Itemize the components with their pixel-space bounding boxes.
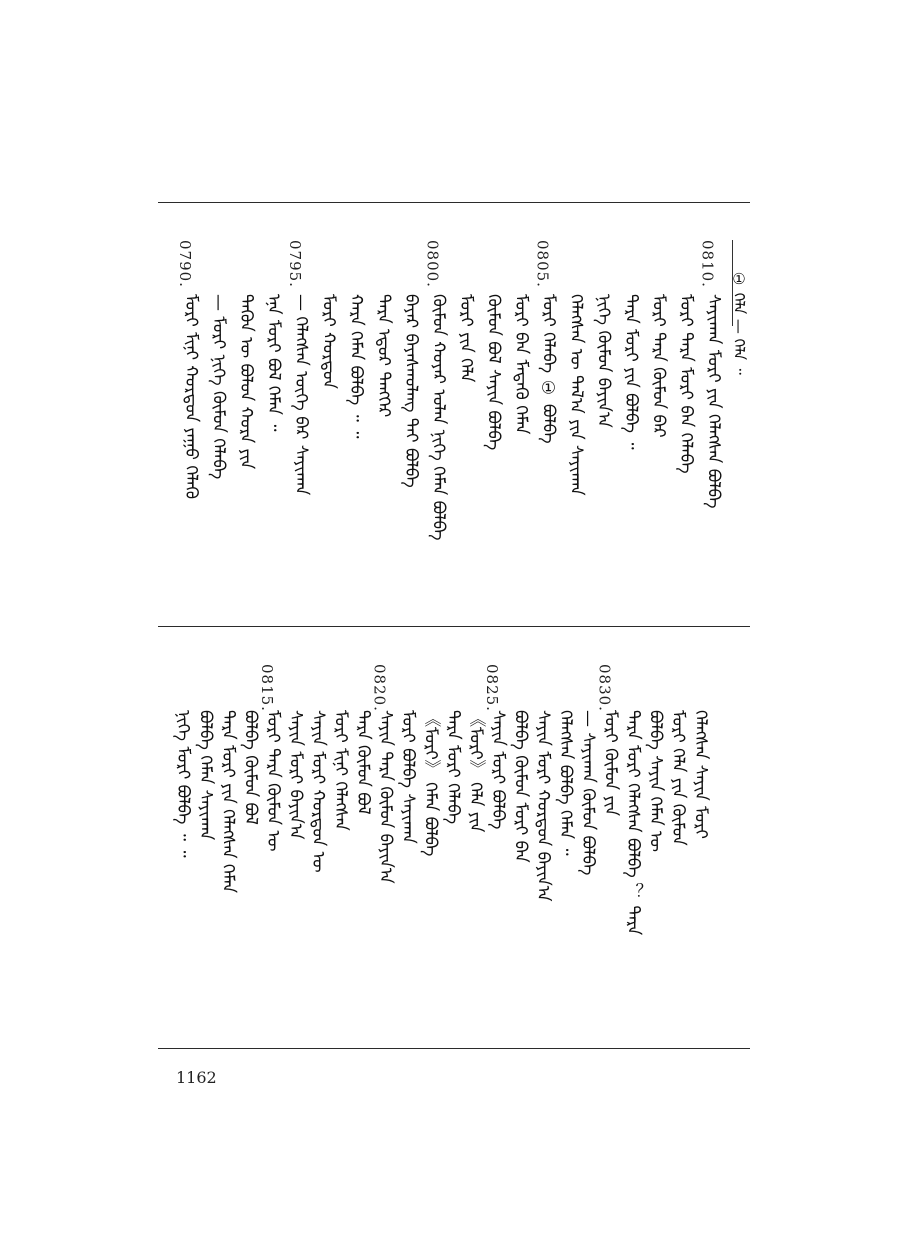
verse-line: ᠮᠣᠷᠢ ᠬᠡᠯᠡ ᠶᠢᠨ ᠬᠦᠮᠦᠨ [668, 710, 688, 846]
verse-line: ᠮᠣᠷᠢ ᠪᠣᠯᠪᠠ ᠰᠠᠶᠢᠬᠠᠨ [398, 710, 418, 844]
verse-column [671, 206, 697, 622]
verse-line: 《ᠮᠣᠷᠢ》 ᠬᠡᠯᠡ ᠶᠢᠨ [465, 710, 486, 833]
line-number: 0800. [423, 240, 442, 288]
verse-column [314, 206, 340, 622]
verse-line: ᠰᠠᠶᠢᠨ ᠲᠡᠷᠡ ᠬᠦᠮᠦᠨ ᠪᠠᠶᠢᠨ᠎ᠠ [375, 710, 396, 884]
line-number: 0805. [533, 240, 552, 288]
line-number: 0825. [483, 664, 501, 712]
verse-line: ᠮᠣᠷᠢ ᠬᠡᠯᠡᠪᠡ ① ᠪᠣᠯᠪᠠ [538, 294, 559, 444]
verse-line: ᠪᠣᠯᠪᠠ ᠬᠦᠮᠦᠨ ᠮᠣᠷᠢ ᠪᠠᠨ [510, 710, 531, 863]
verse-line: ᠡᠨᠡ ᠮᠣᠷᠢ ᠪᠣᠯ ᠬᠡᠮᠡᠨ ᠃ [263, 294, 284, 432]
verse-line: ᠲᠡᠷᠡ ᠮᠣᠷᠢ ᠬᠡᠯᠡᠪᠡ [443, 710, 463, 825]
verse-line: ᠮᠣᠷᠢ ᠲᠡᠷᠡ ᠮᠣᠷᠢ ᠪᠠᠨ ᠬᠡᠯᠡᠪᠡ [676, 294, 696, 474]
verse-column [176, 206, 202, 622]
verse-line: ᠲᠡᠷᠡ ᠮᠣᠷᠢ ᠶᠢᠨ ᠬᠡᠯᠡᠭᠰᠡᠨ ᠬᠡᠮᠡᠨ [218, 710, 238, 893]
verse-line: ᠮᠣᠷᠢ ᠪᠠᠨ ᠮᠡᠳᠡᠬᠦ ᠬᠡᠮᠡᠨ [511, 294, 531, 435]
verse-column [424, 206, 450, 622]
verse-line: ᠲᠡᠷᠡ ᠮᠣᠷᠢ ᠬᠡᠯᠡᠭᠰᠡᠨ ᠪᠣᠯᠪᠠ ？ ᠲᠡᠷᠡ [623, 710, 643, 936]
verse-line: — ᠮᠣᠷᠢ ᠨᠢᠭᠡ ᠬᠦᠮᠦᠨ ᠬᠡᠯᠡᠪᠡ [208, 294, 229, 480]
verse-column [506, 206, 532, 622]
verse-line: ᠮᠣᠷᠢ ᠲᠡᠷᠡ ᠬᠦᠮᠦᠨ ᠦ [263, 710, 283, 852]
verse-column [561, 206, 587, 622]
verse-line: ᠲᠡᠷᠡ ᠬᠦᠮᠦᠨ ᠪᠣᠯ [353, 710, 373, 815]
verse-line: ᠬᠡᠯᠡᠭᠰᠡᠨ ᠰᠠᠶᠢᠨ ᠮᠣᠷᠢ [690, 710, 711, 839]
top-rule [158, 202, 750, 203]
verse-line: ᠮᠣᠷᠢ ᠮᠢᠨᠢ ᠬᠡᠯᠡᠭᠰᠡᠨ [330, 710, 351, 831]
line-number: 0830. [595, 664, 614, 712]
line-number: 0815. [258, 664, 276, 712]
verse-line: ᠬᠡᠯᠡᠭᠰᠡᠨ ᠪᠣᠯᠪᠠ ᠬᠡᠮᠡᠨ ᠃ [555, 710, 576, 856]
verse-column [341, 206, 367, 622]
verse-line: ᠰᠠᠶᠢᠨ ᠮᠣᠷᠢ ᠬᠤᠷᠳᠤᠨ ᠦ [308, 710, 328, 873]
verse-line: ᠲᠡᠭᠦᠨ ᠦ ᠪᠣᠯᠣᠨ ᠬᠤᠷᠠ ᠶᠢᠨ [236, 294, 256, 470]
middle-rule [158, 626, 750, 627]
verse-column [616, 206, 642, 622]
verse-column [231, 206, 257, 622]
verse-line: ᠲᠡᠷᠡ ᠡᠳᠦᠷ ᠲᠡᠩᠭᠡᠷ [373, 294, 394, 418]
verse-line: ᠬᠠᠷᠠ ᠬᠡᠮᠡᠨ ᠪᠣᠯᠪᠠ ᠃ ᠃ [346, 294, 366, 439]
verse-column [286, 206, 312, 622]
verse-line: ᠨᠢᠭᠡ ᠬᠦᠮᠦᠨ ᠪᠠᠶᠢᠨ᠎ᠠ [593, 294, 614, 428]
footnote: ① ᠬᠡᠯᠡ — ᠬᠡᠯᠡ ᠃ [730, 270, 748, 375]
verse-line: ᠮᠣᠷᠢ ᠲᠡᠷᠡ ᠬᠦᠮᠦᠨ ᠪᠡᠷ [648, 294, 669, 438]
line-number: 0810. [698, 240, 717, 288]
verse-column [396, 206, 422, 622]
verse-line: ᠰᠠᠶᠢᠨ ᠮᠣᠷᠢ ᠪᠣᠯᠪᠠ [488, 710, 508, 830]
verse-line: ᠪᠣᠯᠪᠠ ᠬᠦᠮᠦᠨ ᠪᠣᠯ [240, 710, 261, 825]
verse-column [259, 206, 285, 622]
verse-line: ᠪᠣᠯᠪᠠ ᠰᠠᠶᠢᠨ ᠬᠡᠮᠡᠨ ᠦ [645, 710, 666, 852]
verse-line: ᠪᠠᠶᠠᠷ ᠪᠠᠶᠠᠰᠬᠤᠯᠠᠩ ᠲᠠᠢ ᠪᠣᠯᠪᠠ [401, 294, 421, 488]
verse-column [699, 206, 725, 622]
page-number: 1162 [176, 1068, 217, 1087]
verse-column [451, 206, 477, 622]
verse-column [479, 206, 505, 622]
verse-column [369, 206, 395, 622]
line-number: 0795. [286, 240, 304, 288]
line-number: 0790. [176, 240, 194, 288]
verse-line: ᠰᠠᠶᠢᠨ ᠮᠣᠷᠢ ᠬᠤᠷᠳᠤᠨ ᠪᠠᠶᠢᠨ᠎ᠠ [533, 710, 553, 902]
upper-text-block [160, 206, 750, 622]
verse-line: ᠰᠠᠶᠢᠬᠠᠨ ᠮᠣᠷᠢ ᠶᠢᠨ ᠬᠡᠯᠡᠭᠰᠡᠨ ᠪᠣᠯᠪᠠ [703, 294, 724, 509]
lower-text-block [160, 630, 750, 1044]
verse-column [589, 206, 615, 622]
verse-line: ᠮᠣᠷᠢ ᠬᠤᠷᠳᠤᠨ [318, 294, 339, 389]
verse-column [686, 630, 712, 1044]
verse-line: ᠰᠠᠶᠢᠨ ᠮᠣᠷᠢ ᠪᠠᠶᠢᠨ᠎ᠠ [285, 710, 306, 840]
verse-line: ᠮᠣᠷᠢ ᠬᠦᠮᠦᠨ ᠶᠢᠨ [600, 710, 621, 817]
verse-column [644, 206, 670, 622]
verse-line: ᠲᠡᠷᠡ ᠮᠣᠷᠢ ᠶᠢᠨ ᠪᠣᠯᠪᠠ ᠃ [621, 294, 641, 450]
verse-line: ᠮᠣᠷᠢ ᠶᠢᠨ ᠬᠡᠯᠡ [456, 294, 476, 383]
verse-line: 《ᠮᠣᠷᠢ》 ᠬᠡᠮᠡᠨ ᠪᠣᠯᠪᠠ [420, 710, 441, 857]
verse-line: ᠬᠡᠯᠡᠭᠰᠡᠨ ᠦ ᠲᠠᠯ᠎ᠠ ᠶᠢᠨ ᠰᠠᠶᠢᠬᠠᠨ [566, 294, 586, 496]
verse-line: ᠪᠣᠯᠪᠠ ᠬᠡᠮᠡᠨ ᠰᠠᠶᠢᠬᠠᠨ [195, 710, 216, 841]
verse-line: — ᠰᠠᠶᠢᠬᠠᠨ ᠬᠦᠮᠦᠨ ᠪᠣᠯᠪᠠ [578, 710, 598, 876]
verse-column [204, 206, 230, 622]
verse-line: — ᠬᠡᠯᠡᠭᠰᠡᠨ ᠦᠭᠡ ᠪᠠᠷ ᠰᠠᠶᠢᠬᠠᠨ [291, 294, 311, 496]
verse-column [534, 206, 560, 622]
verse-line: ᠬᠦᠮᠦᠨ ᠪᠣᠯ ᠰᠠᠶᠢᠨ ᠪᠣᠯᠪᠠ [483, 294, 504, 451]
verse-line: ᠬᠦᠮᠦᠨ ᠬᠣᠶᠠᠷ ᠣᠯᠠᠨ ᠨᠢᠭᠡ ᠬᠡᠮᠡᠨ ᠪᠣᠯᠪᠠ [428, 294, 449, 541]
bottom-rule [158, 1048, 750, 1049]
line-number: 0820. [370, 664, 389, 712]
verse-line: ᠮᠣᠷᠢ ᠮᠢᠨᠢ ᠬᠤᠷᠳᠤᠨ ᠶᠠᠭᠤ ᠬᠡᠯᠡᠬᠦ [181, 294, 201, 500]
verse-line: ᠨᠢᠭᠡ ᠮᠣᠷᠢ ᠪᠣᠯᠪᠠ ᠃ ᠃ [173, 710, 193, 858]
